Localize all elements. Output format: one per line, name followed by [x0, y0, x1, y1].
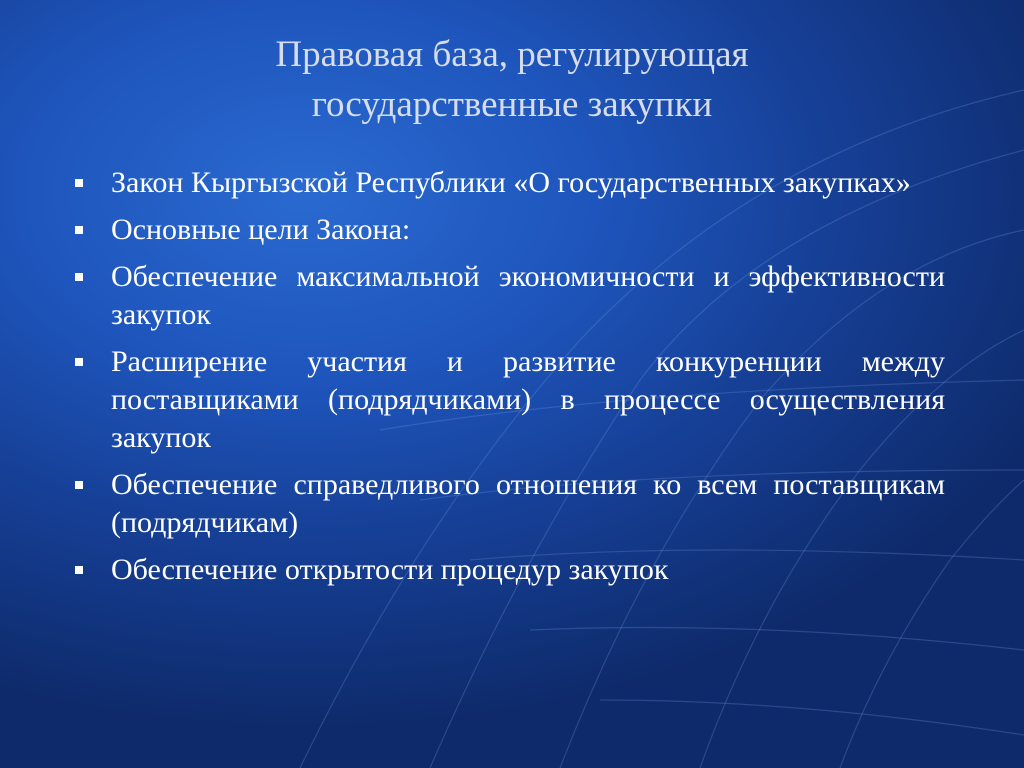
square-bullet-icon — [75, 179, 83, 187]
bullet-text: Обеспечение открытости процедур закупок — [111, 553, 669, 586]
slide-title-line-1: Правовая база, регулирующая — [275, 34, 749, 75]
bullet-text: Закон Кыргызской Республики «О государственных закупках» — [111, 166, 911, 199]
bullet-text: Расширение участия и развитие конкуренции между поставщиками (подрядчиками) в процессе осуществления закупок — [111, 345, 945, 454]
bullet-item-fairness — [75, 466, 945, 542]
bullet-item-openness — [75, 551, 945, 589]
slide-title-line-2: государственные закупки — [311, 84, 713, 125]
square-bullet-icon — [75, 273, 83, 281]
bullet-item-law — [75, 164, 945, 202]
square-bullet-icon — [75, 226, 83, 234]
bullet-list — [75, 164, 945, 598]
bullet-item-economy — [75, 258, 945, 334]
square-bullet-icon — [75, 481, 83, 489]
square-bullet-icon — [75, 566, 83, 574]
slide-title — [112, 30, 912, 130]
bullet-item-goals — [75, 211, 945, 249]
square-bullet-icon — [75, 358, 83, 366]
bullet-item-competition — [75, 343, 945, 457]
bullet-text: Обеспечение максимальной экономичности и эффективности закупок — [111, 260, 945, 331]
bullet-text: Обеспечение справедливого отношения ко всем поставщикам (подрядчикам) — [111, 468, 945, 539]
bullet-text: Основные цели Закона: — [111, 213, 411, 246]
